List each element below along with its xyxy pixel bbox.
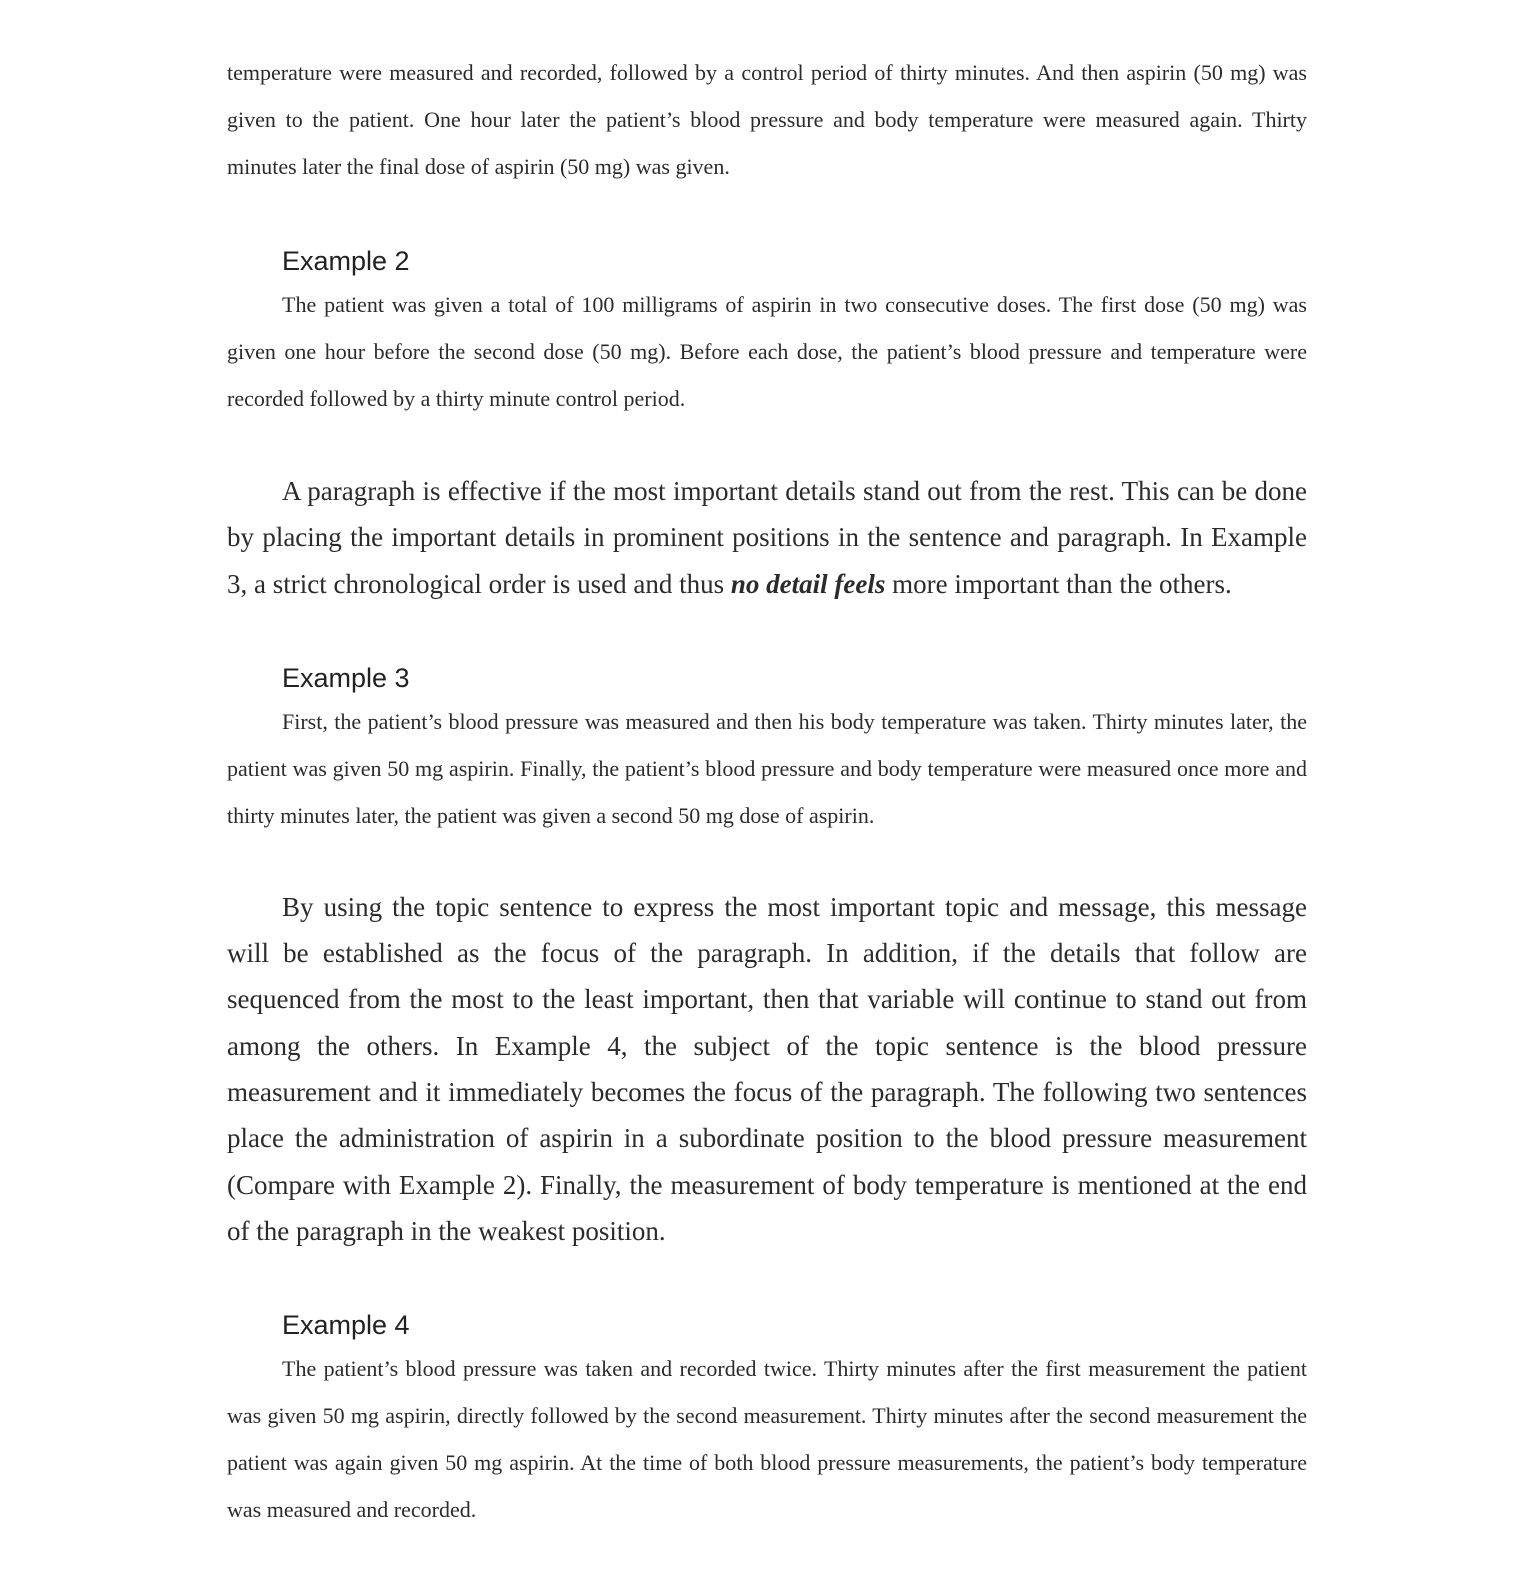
example-3-text: First, the patient’s blood pressure was measured and then his body temperature was taken. Thirty minutes later, the patient was given 50 mg aspirin. Finally, the patient’s blood pressure and body temperature were measured once more and thirty minutes later, the patient was given a second 50 mg dose of aspirin. (227, 708, 1307, 828)
topic-sentence-paragraph: By using the topic sentence to express the most important topic and message, this message will be established as the focus of the paragraph. In addition, if the details that follow are sequenced from the most to the least important, then that variable will continue to stand out from among the others. In Example 4, the subject of the topic sentence is the blood pressure measurement and it immediately becomes the focus of the paragraph. The following two sentences place the administration of aspirin in a subordinate position to the blood pressure measurement (Compare with Example 2). Finally, the measurement of body temperature is mentioned at the end of the paragraph in the weakest position. (227, 891, 1307, 1246)
document-page (227, 49, 1307, 1533)
example-2-text: The patient was given a total of 100 milligrams of aspirin in two consecutive doses. The first dose (50 mg) was given one hour before the second dose (50 mg). Before each dose, the patient’s blood pressure and temperature were recorded followed by a thirty minute control period. (227, 292, 1307, 411)
effective-paragraph (227, 468, 1307, 607)
effective-paragraph-text: A paragraph is effective if the most important details stand out from the rest. This can be done by placing the important details in prominent positions in the sentence and paragraph. In Example 3, a strict chronological order is used and thus (227, 476, 1307, 599)
example-2-heading: Example 2 (282, 246, 410, 276)
example-3-heading: Example 3 (282, 662, 410, 693)
effective-paragraph-ending: more important than the others. (885, 568, 1232, 599)
intro-paragraph: temperature were measured and recorded, followed by a control period of thirty minutes. And then aspirin (50 mg) was given to the patient. One hour later the patient’s blood pressure and body temperature were measured again. Thirty minutes later the final dose of aspirin (50 mg) was given. (227, 60, 1307, 179)
example-4-text: The patient’s blood pressure was taken and recorded twice. Thirty minutes after the first measurement the patient was given 50 mg aspirin, directly followed by the second measurement. Thirty minutes after the second measurement the patient was again given 50 mg aspirin. At the time of both blood pressure measurements, the patient’s body temperature was measured and recorded. (227, 1356, 1307, 1523)
emphasis-text: no detail feels (730, 568, 886, 599)
example-4-heading: Example 4 (282, 1310, 410, 1341)
